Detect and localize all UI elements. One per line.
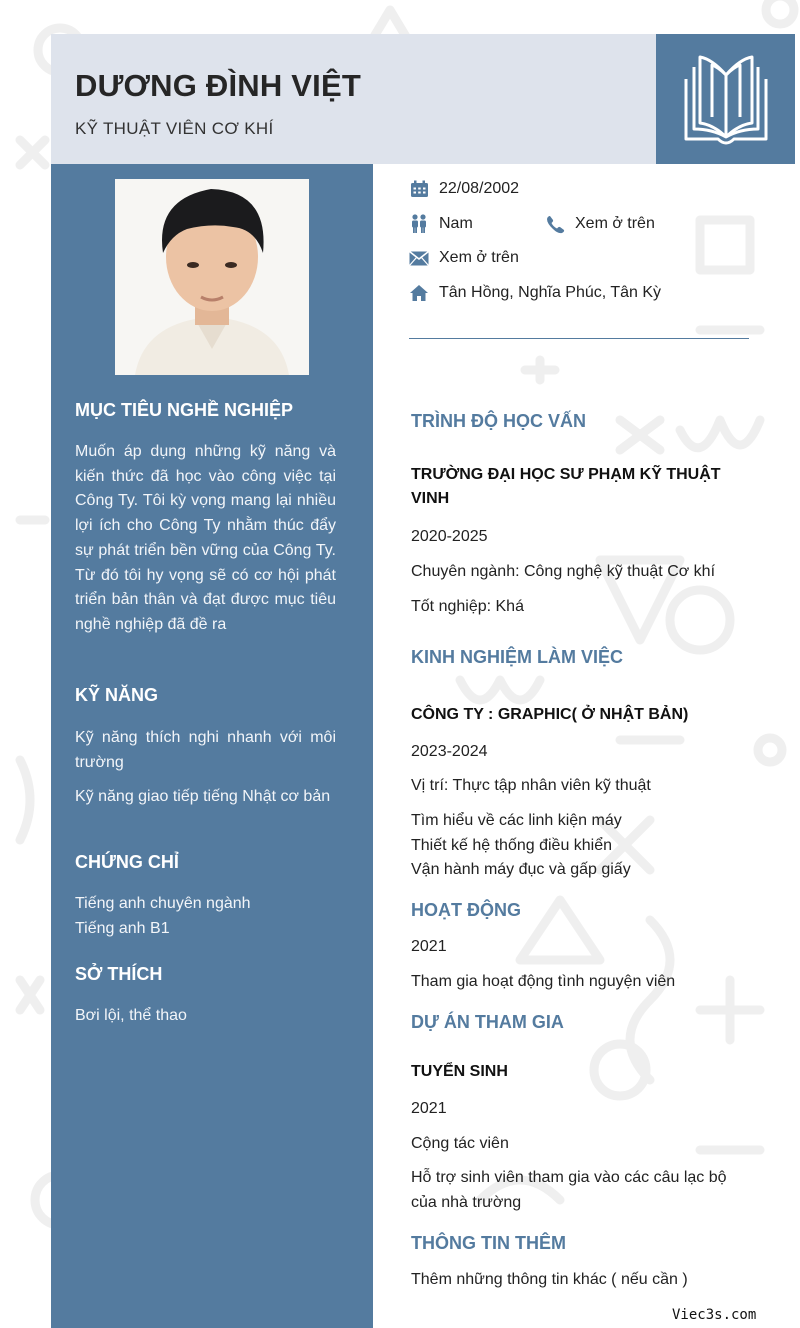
left-sidebar xyxy=(51,164,373,1328)
skill-item: Kỹ năng thích nghi nhanh với môi trường xyxy=(75,729,336,771)
objective-title: MỤC TIÊU NGHỀ NGHIỆP xyxy=(75,400,294,420)
candidate-job-title: KỸ THUẬT VIÊN CƠ KHÍ xyxy=(75,119,274,138)
activities-text: Tham gia hoạt động tình nguyện viên xyxy=(411,973,676,990)
envelope-icon xyxy=(409,248,429,268)
birthday-value: 22/08/2002 xyxy=(439,180,520,197)
email-value: Xem ở trên xyxy=(439,249,519,266)
open-book-icon xyxy=(678,53,774,145)
duty-item: Thiết kế hệ thống điều khiển xyxy=(411,836,613,854)
certificates-list xyxy=(75,892,336,941)
gender-value: Nam xyxy=(439,215,473,232)
projects-title: DỰ ÁN THAM GIA xyxy=(411,1012,564,1032)
project-year: 2021 xyxy=(411,1100,447,1117)
logo-box xyxy=(656,34,795,164)
home-icon xyxy=(409,283,429,303)
phone-icon xyxy=(545,214,565,234)
cv-header xyxy=(51,34,656,164)
education-major: Chuyên ngành: Công nghệ kỹ thuật Cơ khí xyxy=(411,563,716,580)
project-description: Hỗ trợ sinh viên tham gia vào các câu lạc bộ của nhà trường xyxy=(411,1169,727,1211)
project-name: TUYỂN SINH xyxy=(411,1063,508,1080)
contact-birthday xyxy=(409,179,519,199)
profile-photo xyxy=(115,179,309,375)
contact-email xyxy=(409,248,519,268)
contact-address xyxy=(409,283,661,303)
experience-period: 2023-2024 xyxy=(411,743,488,760)
objective-text: Muốn áp dụng những kỹ năng và kiến thức đã học vào công việc tại Công Ty. Tôi kỳ vọng mang lại nhiều lợi ích cho Công Ty nhằm thúc đẩy sự phát triển bền vững của Công Ty. Từ đó tôi hy vọng sẽ có cơ hội phát triển bản thân và đạt được mục tiêu nghề nghiệp đã đề ra xyxy=(75,443,336,633)
extra-text: Thêm những thông tin khác ( nếu cần ) xyxy=(411,1271,688,1288)
experience-company: CÔNG TY : GRAPHIC( Ở NHẬT BẢN) xyxy=(411,706,689,723)
certificate-item: Tiếng anh chuyên ngành xyxy=(75,895,251,912)
experience-title: KINH NGHIỆM LÀM VIỆC xyxy=(411,647,624,667)
skill-item: Kỹ năng giao tiếp tiếng Nhật cơ bản xyxy=(75,788,331,805)
candidate-name: DƯƠNG ĐÌNH VIỆT xyxy=(75,68,361,103)
avatar xyxy=(115,179,309,375)
duty-item: Vận hành máy đục và gấp giấy xyxy=(411,861,631,878)
activities-year: 2021 xyxy=(411,938,447,955)
experience-position: Vị trí: Thực tập nhân viên kỹ thuật xyxy=(411,777,651,794)
footer-brand[interactable]: Viec3s.com xyxy=(672,1307,757,1323)
certificates-title: CHỨNG CHỈ xyxy=(75,852,179,872)
project-role: Cộng tác viên xyxy=(411,1135,509,1152)
skills-title: KỸ NĂNG xyxy=(75,685,159,705)
education-title: TRÌNH ĐỘ HỌC VẤN xyxy=(411,411,586,431)
activities-title: HOẠT ĐỘNG xyxy=(411,900,521,920)
duty-item: Tìm hiểu về các linh kiện máy xyxy=(411,812,622,829)
contact-gender xyxy=(409,214,473,234)
address-value: Tân Hồng, Nghĩa Phúc, Tân Kỳ xyxy=(439,284,662,301)
contact-divider xyxy=(409,338,749,339)
experience-duties xyxy=(411,809,756,883)
extra-title: THÔNG TIN THÊM xyxy=(411,1233,566,1253)
phone-value: Xem ở trên xyxy=(575,215,655,232)
certificate-item: Tiếng anh B1 xyxy=(75,919,170,937)
hobbies-text: Bơi lội, thể thao xyxy=(75,1007,187,1024)
people-icon xyxy=(409,214,429,234)
hobbies-title: SỞ THÍCH xyxy=(75,964,163,984)
education-period: 2020-2025 xyxy=(411,528,488,545)
calendar-icon xyxy=(409,179,429,199)
education-school: TRƯỜNG ĐẠI HỌC SƯ PHẠM KỸ THUẬT VINH xyxy=(411,466,721,507)
contact-phone xyxy=(545,214,655,234)
education-grade: Tốt nghiệp: Khá xyxy=(411,598,524,615)
